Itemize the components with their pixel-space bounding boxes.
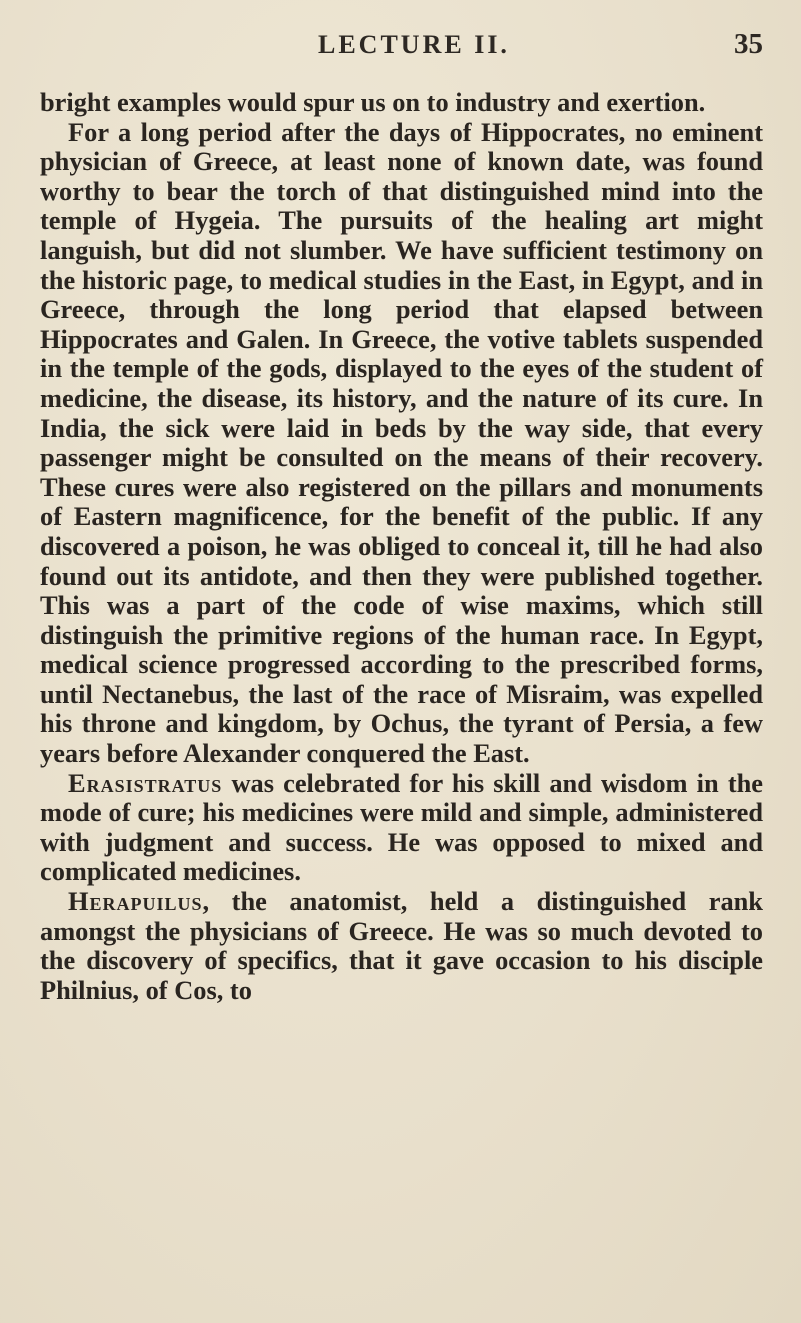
paragraph-4-text: , the anatomist, held a distinguished rank amongst the physicians of Greece. He was so much devoted to the discovery of specifics, that it gave occasion to his disciple Philnius, of Cos, to (40, 886, 763, 1005)
paragraph-4-lead: Herapuilus (68, 886, 203, 917)
paragraph-2-text: For a long period after the days of Hippocrates, no eminent physician of Greece, at least none of known date, was found worthy to bear the torch of that distinguished mind into the temple of Hygeia. The pursuits of the healing art might languish, but did not slumber. We have sufficient testimony on the historic page, to medical studies in the East, in Egypt, and in Greece, through the long period that elapsed between Hippocrates and Galen. In Greece, the votive tablets suspended in the temple of the gods, displayed to the eyes of the student of medicine, the disease, its history, and the nature of its cure. In India, the sick were laid in beds by the way side, that every passenger might be consulted on the means of their recovery. These cures were also registered on the pillars and monuments of Eastern magnificence, for the benefit of the public. If any discovered a poison, he was obliged to conceal it, till he had also found out its antidote, and then they were published together. This was a part of the code of wise maxims, which still distinguish the primitive regions of the human race. In Egypt, medical science progressed according to the prescribed forms, until Nectanebus, the last of the race of Misraim, was expelled his throne and kingdom, by Ochus, the tyrant of Persia, a few years before Alexander conquered the East. (40, 116, 763, 769)
paragraph-3-lead: Erasistratus (68, 767, 223, 798)
paragraph-4 (40, 887, 763, 1005)
page-number: 35 (734, 28, 763, 60)
paragraph-1 (40, 88, 763, 118)
body-text (40, 88, 763, 1005)
paragraph-3-text: was celebrated for his skill and wisdom in the mode of cure; his medicines were mild and simple, administered with judgment and success. He was opposed to mixed and complicated medicines. (40, 767, 763, 887)
paragraph-1-text: bright examples would spur us on to industry and exertion. (40, 87, 706, 117)
paragraph-2 (40, 118, 763, 769)
running-head-title: LECTURE II. (318, 30, 510, 59)
paragraph-3 (40, 769, 763, 887)
running-head (40, 22, 763, 62)
